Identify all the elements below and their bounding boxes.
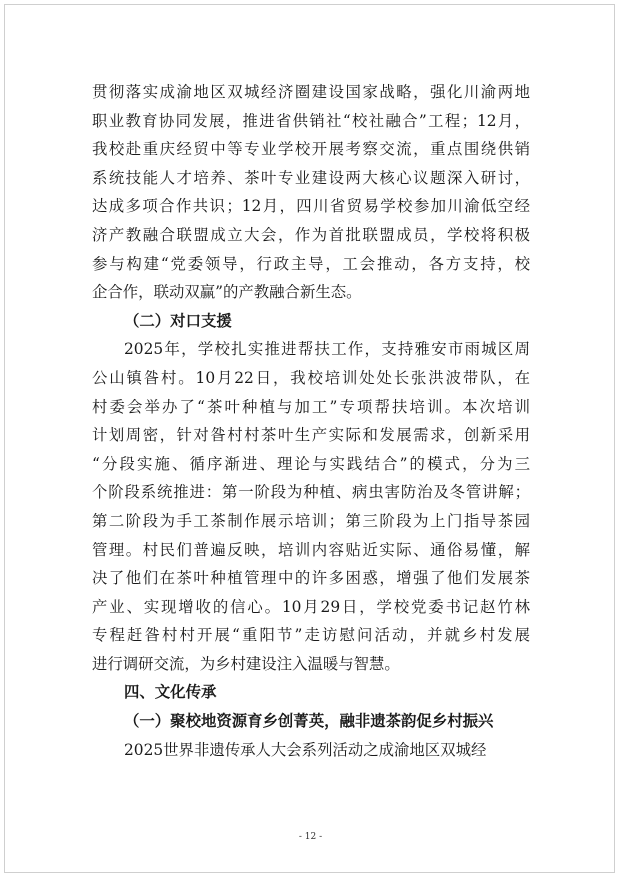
text-line: 产业、实现增收的信心。10月29日，学校党委书记赵竹林 [92,597,530,616]
text-line: 2025年，学校扎实推进帮扶工作，支持雅安市雨城区周 [124,340,530,359]
section-heading-duikou: （二）对口支援 [124,311,232,330]
text-line: 企合作，联动双赢”的产教融合新生态。 [92,283,362,302]
text-line: 公山镇昝村。10月22日，我校培训处处长张洪波带队，在 [92,368,530,387]
text-line: 2025世界非遗传承人大会系列活动之成渝地区双城经 [124,740,487,759]
text-line: 决了他们在茶叶种植管理中的许多困惑，增强了他们发展茶 [92,569,530,588]
text-line: 专程赶昝村村开展“重阳节”走访慰问活动，并就乡村发展 [92,626,530,645]
text-line: 我校赴重庆经贸中等专业学校开展考察交流，重点围绕供销 [92,140,530,159]
text-line: 参与构建“党委领导，行政主导，工会推动，各方支持，校 [92,254,530,273]
subsection-heading: （一）聚校地资源育乡创菁英，融非遗茶韵促乡村振兴 [124,712,494,731]
text-line: 达成多项合作共识；12月，四川省贸易学校参加川渝低空经 [92,197,530,216]
text-line: 系统技能人才培养、茶叶专业建设两大核心议题深入研讨， [92,168,530,187]
text-line: 济产教融合联盟成立大会，作为首批联盟成员，学校将积极 [92,225,530,244]
text-line: 第二阶段为手工茶制作展示培训；第三阶段为上门指导茶园 [92,511,530,530]
text-line: 个阶段系统推进：第一阶段为种植、病虫害防治及冬管讲解； [92,483,530,502]
text-line: 职业教育协同发展，推进省供销社“校社融合”工程；12月， [92,111,530,130]
text-line: 贯彻落实成渝地区双城经济圈建设国家战略，强化川渝两地 [92,83,530,101]
section-heading-culture: 四、文化传承 [124,683,217,702]
text-line: “分段实施、循序渐进、理论与实践结合”的模式，分为三 [92,454,530,473]
text-line: 计划周密，针对昝村村茶叶生产实际和发展需求，创新采用 [92,426,530,445]
paragraph-support [92,335,530,678]
paragraph-cooperation [92,78,530,307]
page-number: - 12 - [298,832,323,842]
text-line: 村委会举办了“茶叶种植与加工”专项帮扶培训。本次培训 [92,397,530,416]
document-body [92,78,530,764]
text-line: 进行调研交流，为乡村建设注入温暖与智慧。 [92,654,400,673]
text-line: 管理。村民们普遍反映，培训内容贴近实际、通俗易懂，解 [92,540,530,559]
